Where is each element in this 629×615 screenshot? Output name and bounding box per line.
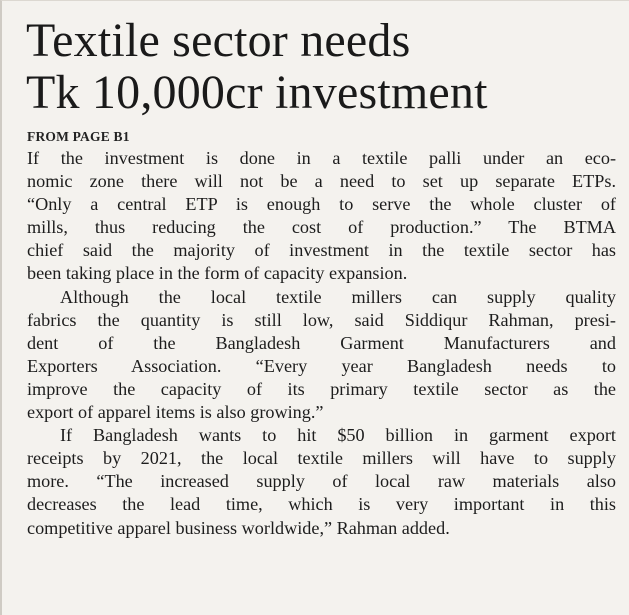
body-line: improve the capacity of its primary textile sector as the: [27, 378, 616, 399]
headline-line-2: Tk 10,000cr investment: [26, 66, 488, 119]
body-line: more. “The increased supply of local raw materials also: [27, 471, 616, 492]
article-body: [27, 147, 616, 540]
body-line: “Only a central ETP is enough to serve the whole cluster of: [27, 194, 616, 215]
jump-label: FROM PAGE B1: [27, 129, 130, 144]
body-line: fabrics the quantity is still low, said Siddiqur Rahman, presi-: [27, 309, 616, 330]
body-line: nomic zone there will not be a need to set up separate ETPs.: [27, 171, 616, 192]
headline: [26, 15, 621, 119]
body-line: Although the local textile millers can supply quality: [60, 286, 616, 307]
body-line: mills, thus reducing the cost of production.” The BTMA: [27, 217, 616, 238]
body-line: If Bangladesh wants to hit $50 billion in garment export: [60, 425, 616, 446]
body-line: If the investment is done in a textile palli under an eco-: [27, 148, 616, 168]
body-line: dent of the Bangladesh Garment Manufacturers and: [27, 332, 616, 353]
body-line: export of apparel items is also growing.”: [27, 402, 324, 423]
body-line: competitive apparel business worldwide,” Rahman added.: [27, 517, 450, 538]
body-line: chief said the majority of investment in the textile sector has: [27, 240, 616, 261]
body-line: decreases the lead time, which is very important in this: [27, 494, 616, 515]
body-line: receipts by 2021, the local textile millers will have to supply: [27, 448, 616, 469]
headline-line-1: Textile sector needs: [26, 14, 411, 67]
body-line: been taking place in the form of capacity expansion.: [27, 263, 408, 284]
body-line: Exporters Association. “Every year Bangladesh needs to: [27, 355, 616, 376]
